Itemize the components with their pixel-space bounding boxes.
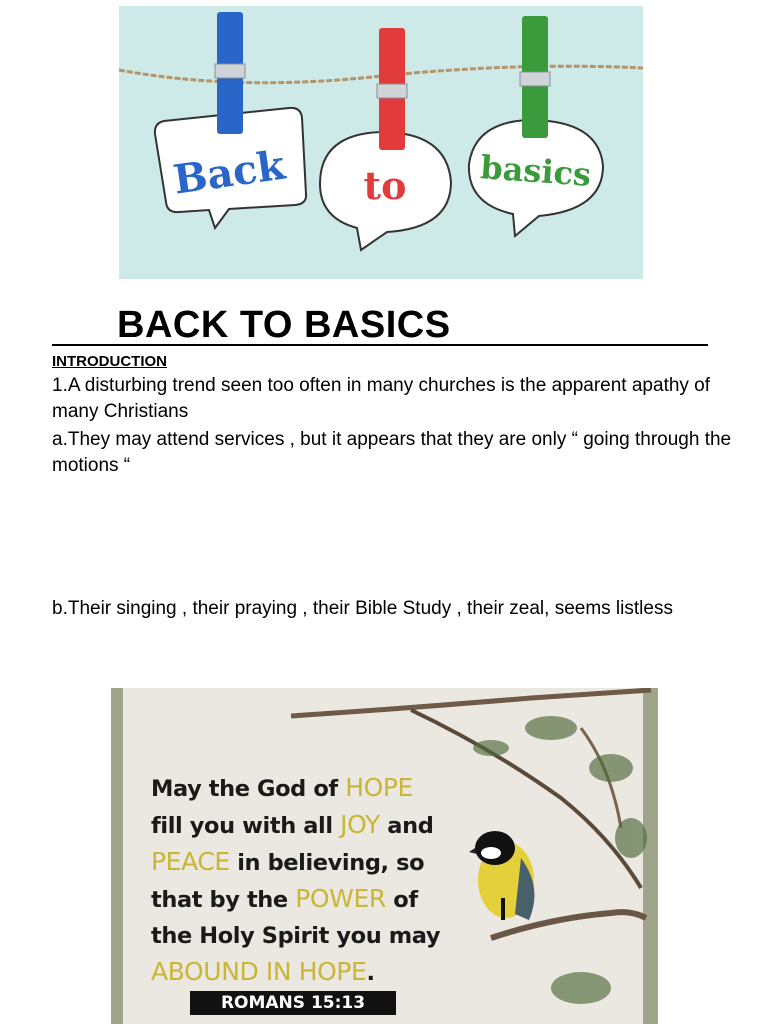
blue-clothespin — [215, 12, 245, 134]
introduction-heading: INTRODUCTION — [52, 353, 167, 370]
verse-text-segment: fill you with all — [151, 813, 341, 839]
paragraph-1: 1.A disturbing trend seen too often in many churches is the apparent apathy of many Christians — [52, 375, 711, 422]
verse-line-6 — [151, 954, 440, 991]
verse-line-3 — [151, 844, 440, 881]
verse-line-2 — [151, 807, 440, 844]
verse-text-segment: in believing, so — [229, 850, 425, 876]
verse-text-segment: of — [385, 887, 418, 913]
verse-text-segment: that by the — [151, 887, 296, 913]
verse-highlight-abound: ABOUND IN HOPE — [151, 957, 367, 986]
verse-line-4 — [151, 881, 440, 918]
red-clothespin — [377, 28, 407, 150]
verse-reference-badge: ROMANS 15:13 — [190, 991, 396, 1015]
verse-text-segment: the Holy Spirit you may — [151, 923, 441, 949]
scripture-verse-image — [111, 688, 658, 1024]
verse-text-segment: and — [379, 813, 434, 839]
verse-text-segment: May the God of — [151, 776, 346, 802]
banner-word-to: to — [363, 163, 407, 208]
verse-highlight-joy: JOY — [340, 810, 380, 839]
verse-highlight-power: POWER — [295, 884, 386, 913]
banner-word-basics: basics — [479, 148, 593, 194]
verse-line-1 — [151, 770, 440, 807]
verse-text-segment: . — [366, 960, 375, 986]
verse-text — [151, 770, 440, 991]
verse-highlight-hope: HOPE — [345, 773, 413, 802]
verse-line-5 — [151, 918, 440, 954]
green-clothespin — [520, 16, 550, 138]
banner-illustration — [119, 6, 643, 279]
banner-word-back: Back — [170, 141, 288, 204]
paragraph-b: b.Their singing , their praying , their Bible Study , their zeal, seems listless — [52, 598, 673, 619]
paragraph-a: a.They may attend services , but it appears that they are only “ going through the motions “ — [52, 429, 732, 476]
page-title: BACK TO BASICS — [117, 304, 451, 346]
back-to-basics-banner-image — [119, 6, 643, 279]
verse-highlight-peace: PEACE — [151, 847, 230, 876]
